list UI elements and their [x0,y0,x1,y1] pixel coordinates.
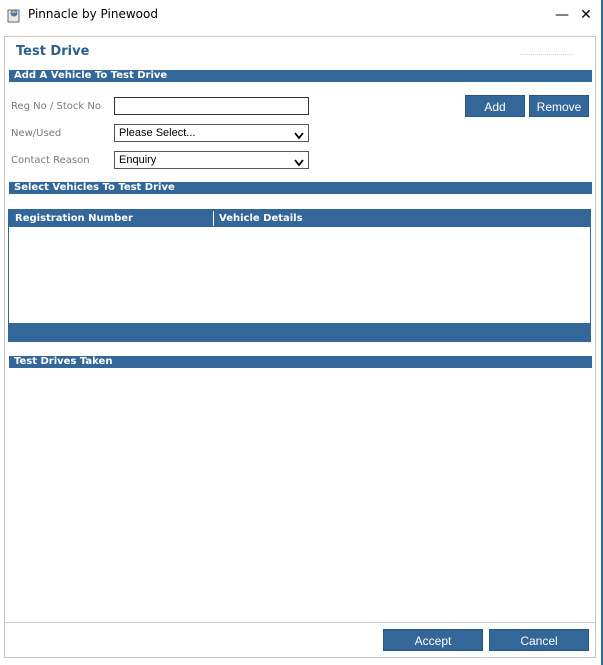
new-used-value: Please Select... [119,127,196,139]
contact-reason-value: Enquiry [119,154,157,166]
grid-footer [9,323,590,341]
new-used-label: New/Used [11,128,62,139]
pinnacle-app-icon [7,7,21,23]
chevron-down-icon [294,156,304,164]
add-button[interactable]: Add [465,95,525,117]
select-vehicles-section-header: Select Vehicles To Test Drive [9,182,592,194]
column-divider[interactable] [213,211,214,226]
window-title: Pinnacle by Pinewood [28,7,158,21]
title-bar[interactable] [0,0,600,30]
new-used-select[interactable] [114,124,309,142]
contact-reason-label: Contact Reason [11,155,90,166]
test-drive-panel [4,36,596,658]
add-vehicle-section-header: Add A Vehicle To Test Drive [9,70,592,82]
close-button[interactable]: ✕ [580,7,592,23]
contact-reason-select[interactable] [114,151,309,169]
reg-no-input[interactable] [114,97,309,115]
cancel-button[interactable]: Cancel [489,629,589,651]
reg-no-label: Reg No / Stock No [11,101,101,112]
test-drives-taken-section-header: Test Drives Taken [9,356,592,368]
divider [520,54,572,55]
minimize-button[interactable]: — [555,7,569,23]
accept-button[interactable]: Accept [383,629,483,651]
chevron-down-icon [294,129,304,137]
page-title: Test Drive [16,44,90,59]
column-header-vehicle-details[interactable]: Vehicle Details [219,213,303,224]
remove-button[interactable]: Remove [529,95,589,117]
footer-divider [5,622,595,623]
vehicles-grid[interactable] [8,209,591,342]
grid-header [9,210,590,227]
column-header-registration[interactable]: Registration Number [15,213,133,224]
